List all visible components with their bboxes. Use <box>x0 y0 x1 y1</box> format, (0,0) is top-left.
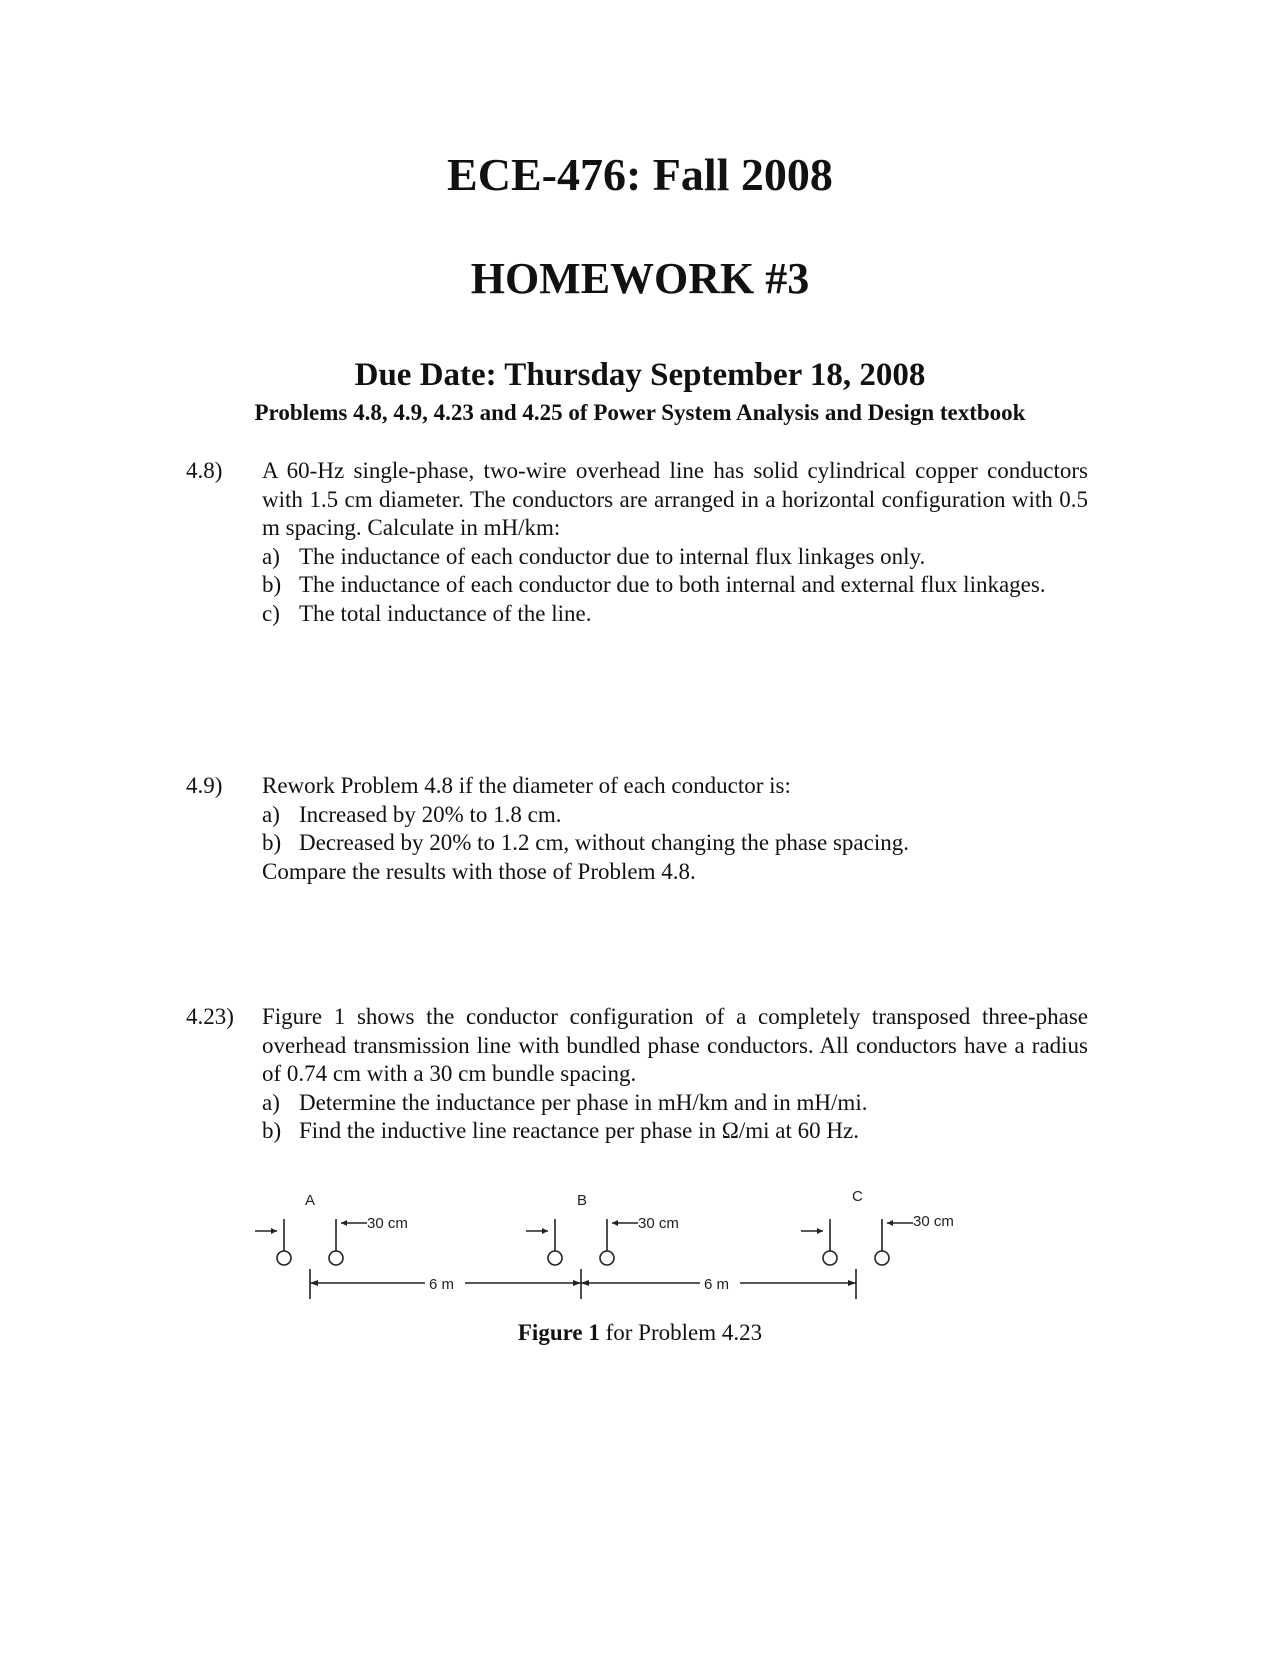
homework-title: HOMEWORK #3 <box>470 254 810 303</box>
sub-item-a <box>262 801 1088 830</box>
phase-spacing-label-bc: 6 m <box>704 1276 730 1293</box>
phase-a-bundle <box>255 1219 367 1265</box>
conductor-configuration-figure <box>255 1185 1015 1315</box>
sub-item-label: b) <box>262 830 282 855</box>
sub-item-text: Find the inductive line reactance per phase in Ω/mi at 60 Hz. <box>299 1118 859 1143</box>
problem-4-23 <box>186 1003 1088 1146</box>
phase-spacing-dimension <box>310 1269 856 1299</box>
sub-item-b <box>262 1117 1088 1146</box>
sub-item-a <box>262 1089 1088 1118</box>
sub-item-b <box>262 829 1088 858</box>
problem-4-8 <box>186 457 1088 628</box>
sub-item-text: Decreased by 20% to 1.2 cm, without changing the phase spacing. <box>299 830 909 855</box>
problem-statement: Figure 1 shows the conductor configuration of a completely transposed three-phase overhead transmission line with bundled phase conductors. All conductors have a radius of 0.74 cm with a 30 cm bundle spacing. <box>262 1004 1088 1086</box>
sub-item-label: a) <box>262 1089 280 1115</box>
bundle-spacing-label-a: 30 cm <box>367 1215 408 1232</box>
sub-item-text: Increased by 20% to 1.8 cm. <box>299 801 562 827</box>
sub-item-label: c) <box>262 600 280 626</box>
sub-item-text: The total inductance of the line. <box>299 600 592 626</box>
sub-item-text: The inductance of each conductor due to both internal and external flux linkages. <box>299 572 1046 597</box>
bundle-spacing-label-c: 30 cm <box>913 1213 954 1230</box>
figure-caption-rest: for Problem 4.23 <box>599 1320 763 1345</box>
sub-item-b <box>262 571 1088 600</box>
phase-label-a: A <box>305 1192 316 1209</box>
problem-footer: Compare the results with those of Problem 4.8. <box>262 858 696 884</box>
due-date: Due Date: Thursday September 18, 2008 <box>354 357 926 393</box>
figure-caption <box>0 1320 1280 1346</box>
phase-label-b: B <box>577 1192 588 1209</box>
course-title: ECE-476: Fall 2008 <box>447 149 833 200</box>
problem-statement: A 60-Hz single-phase, two-wire overhead line has solid cylindrical copper conductors with 1.5 cm diameter. The conductors are arranged in a horizontal configuration with 0.5 m spacing. Calculate in mH/km: <box>262 458 1088 540</box>
problem-statement: Rework Problem 4.8 if the diameter of each conductor is: <box>262 773 791 798</box>
problem-number: 4.9) <box>186 773 223 798</box>
bundle-spacing-label-b: 30 cm <box>638 1215 679 1232</box>
problem-number: 4.8) <box>186 458 223 483</box>
problem-4-9 <box>186 772 1088 886</box>
sub-item-label: b) <box>262 572 282 597</box>
sub-item-text: Determine the inductance per phase in mH/km and in mH/mi. <box>299 1089 868 1115</box>
problems-list-line: Problems 4.8, 4.9, 4.23 and 4.25 of Power System Analysis and Design textbook <box>254 400 1026 425</box>
sub-item-a <box>262 543 1088 572</box>
figure-caption-bold: Figure 1 <box>517 1320 600 1345</box>
sub-item-text: The inductance of each conductor due to internal flux linkages only. <box>299 543 926 569</box>
phase-label-c: C <box>852 1188 863 1205</box>
sub-item-c <box>262 600 1088 629</box>
problem-number: 4.23) <box>186 1004 234 1029</box>
phase-c-bundle <box>801 1219 913 1265</box>
sub-item-label: a) <box>262 801 280 827</box>
sub-item-label: a) <box>262 543 280 569</box>
sub-item-label: b) <box>262 1118 282 1143</box>
phase-b-bundle <box>526 1219 638 1265</box>
phase-spacing-label-ab: 6 m <box>429 1276 455 1293</box>
